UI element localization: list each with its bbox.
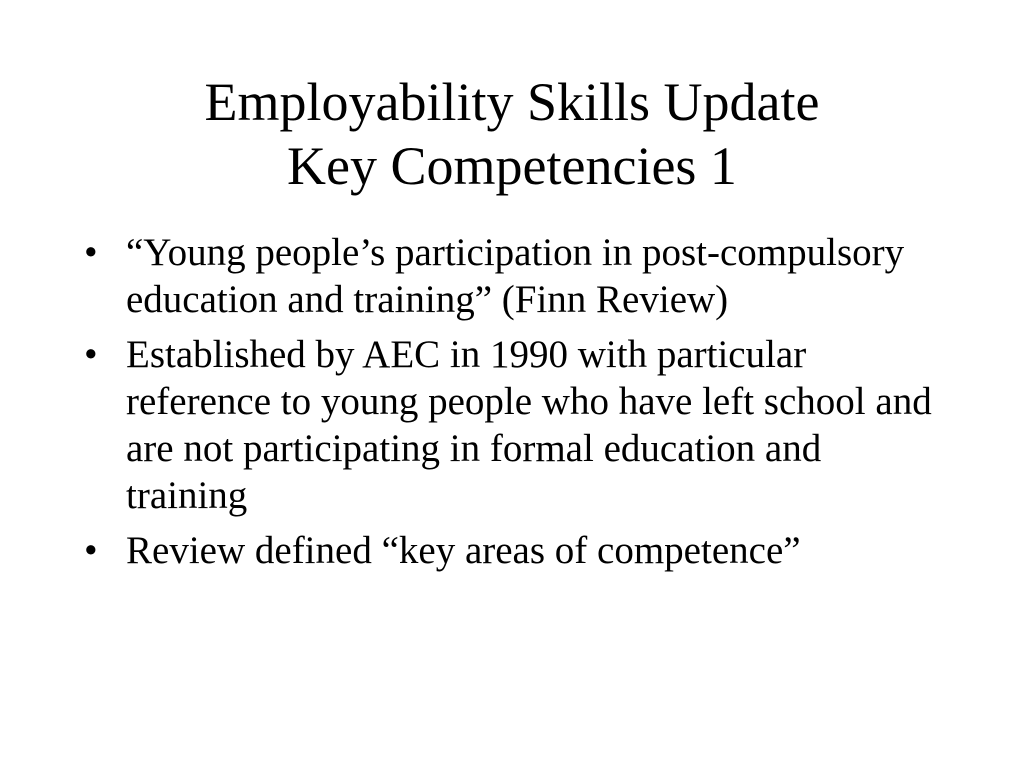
slide-title — [60, 70, 964, 198]
bullet-icon: • — [84, 529, 98, 572]
bullet-item — [84, 331, 934, 519]
bullet-icon: • — [84, 231, 98, 274]
title-line-1: Employability Skills Update — [204, 72, 820, 132]
bullet-text: Established by AEC in 1990 with particular reference to young people who have left school and are not participating in formal education and training — [126, 333, 932, 517]
bullet-item — [84, 527, 934, 574]
bullet-list — [84, 229, 934, 582]
bullet-item — [84, 229, 934, 323]
bullet-icon: • — [84, 333, 98, 376]
bullet-text: “Young people’s participation in post-compulsory education and training” (Finn Review) — [126, 231, 905, 321]
title-line-2: Key Competencies 1 — [287, 136, 737, 196]
bullet-text: Review defined “key areas of competence” — [126, 529, 801, 572]
